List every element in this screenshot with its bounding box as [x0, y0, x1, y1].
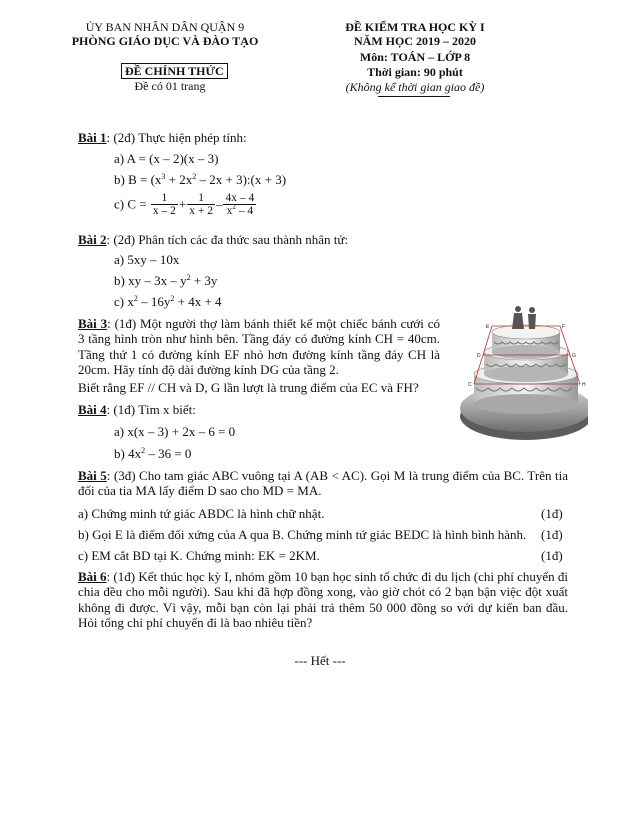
bai1-title: Bài 1: [78, 130, 107, 145]
bai2-heading: [78, 232, 348, 248]
end-marker: --- Hết ---: [294, 653, 346, 668]
bai5-b-points: (1đ): [541, 527, 563, 542]
label-d: D: [477, 353, 481, 359]
bai2-a: a) 5xy – 10x: [114, 252, 180, 267]
label-h: H: [582, 382, 586, 388]
bai6-title: Bài 6: [78, 569, 107, 584]
wedding-cake-illustration: [458, 304, 588, 444]
bai5-c-points: (1đ): [541, 548, 563, 563]
bai4-title: Bài 4: [78, 402, 107, 417]
bai3-text: Bài 3: (1đ) Một người thợ làm bánh thiết kế một chiếc bánh cưới có 3 tầng hình tròn như hình bên. Tầng đáy có đường kính CH = 40cm. Tầng thứ 1 có đường kính EF nhỏ hơn đường kính tầng đáy CH là 20cm. Hãy tính độ dài đường kính DG của tầng 2.: [78, 316, 440, 377]
bai1-intro: : (2đ) Thực hiện phép tính:: [106, 130, 247, 145]
header-right-line2: NĂM HỌC 2019 – 2020: [354, 34, 476, 48]
pages-note: Đề có 01 trang: [134, 79, 206, 93]
bai2-intro: : (2đ) Phân tích các đa thức sau thành nhân tử:: [106, 232, 349, 247]
bai4-heading: [78, 402, 196, 418]
header-right-rule: [378, 96, 450, 97]
bai5-a: a) Chứng minh tứ giác ABDC là hình chữ nhật.: [78, 506, 325, 521]
header-left-line2: PHÒNG GIÁO DỤC VÀ ĐÀO TẠO: [71, 34, 259, 48]
bai3-question: Biết rằng EF // CH và D, G lần lượt là trung điểm của EC và FH?: [78, 380, 419, 395]
header-right-line5: (Không kể thời gian giao đề): [345, 80, 485, 94]
bai1-heading: [78, 130, 247, 146]
bai5-c: c) EM cắt BD tại K. Chứng minh: EK = 2KM.: [78, 548, 320, 563]
bai6-text: Bài 6: (1đ) Kết thúc học kỳ I, nhóm gồm 10 bạn học sinh tổ chức đi du lịch (chi phí chuyến đi chia đều cho mỗi người). Sau khi đã hợp đồng xong, vào giờ chót có 2 bạn bận việc đột xuất không đi được. Vì vậy, mỗi bạn còn lại phải trả thêm 50 000 đồng so với dự kiến ban đầu. Hỏi tổng chi phí chuyến đi là bao nhiêu tiền?: [78, 569, 568, 630]
bai2-c: c) $x^2 - 16y^2 + 4x + 4$: [114, 294, 222, 309]
bai4-a: a) x(x – 3) + 2x – 6 = 0: [114, 424, 236, 439]
bai2-b: b) xy – $3x - y^2 + 3y$: [114, 273, 218, 288]
bai3-title: Bài 3: [78, 316, 108, 331]
header-right-line3: Môn: TOÁN – LỚP 8: [359, 50, 471, 64]
c-fraction-2: $\frac{1}{x + 2}$: [189, 192, 213, 217]
label-f: F: [562, 324, 566, 330]
header-left-line1: ỦY BAN NHÂN DÂN QUẬN 9: [85, 20, 245, 34]
bai5-text: Bài 5: (3đ) Cho tam giác ABC vuông tại A (AB < AC). Gọi M là trung điểm của BC. Trên tia đối của tia MA lấy điểm D sao cho MD = MA.: [78, 468, 568, 499]
bai1-a: a) A = (x – 2)(x – 3): [114, 151, 219, 166]
bai4-intro: : (1đ) Tìm x biết:: [106, 402, 196, 417]
header-right-line1: ĐỀ KIỂM TRA HỌC KỲ I: [345, 20, 485, 34]
bai5-a-points: (1đ): [541, 506, 563, 521]
bai1-b: b) $B = (x^3 + 2x^2 - 2x$ + 3):(x + 3): [114, 172, 287, 187]
header-right-line4: Thời gian: 90 phút: [367, 65, 463, 79]
bai5-b: b) Gọi E là điểm đối xứng của A qua B. Chứng minh tứ giác BEDC là hình bình hành.: [78, 527, 527, 542]
label-e: E: [486, 324, 490, 330]
bai1-c: c) C = $\frac{1}{x - 2}$ + $\frac{1}{x + 2}$ – $\frac{4x - 4}{x^2 - 4}$: [114, 192, 255, 217]
bai5-title: Bài 5: [78, 468, 107, 483]
c-fraction-3: $\frac{4x - 4}{x^2 - 4}$: [225, 192, 255, 217]
bai4-b: b) $4x^2 - 36 = 0$: [114, 446, 192, 461]
label-g: G: [572, 353, 576, 359]
label-c: C: [468, 382, 472, 388]
official-box: ĐỀ CHÍNH THỨC: [121, 63, 228, 79]
c-fraction-1: $\frac{1}{x - 2}$: [152, 192, 176, 217]
bai2-title: Bài 2: [78, 232, 107, 247]
